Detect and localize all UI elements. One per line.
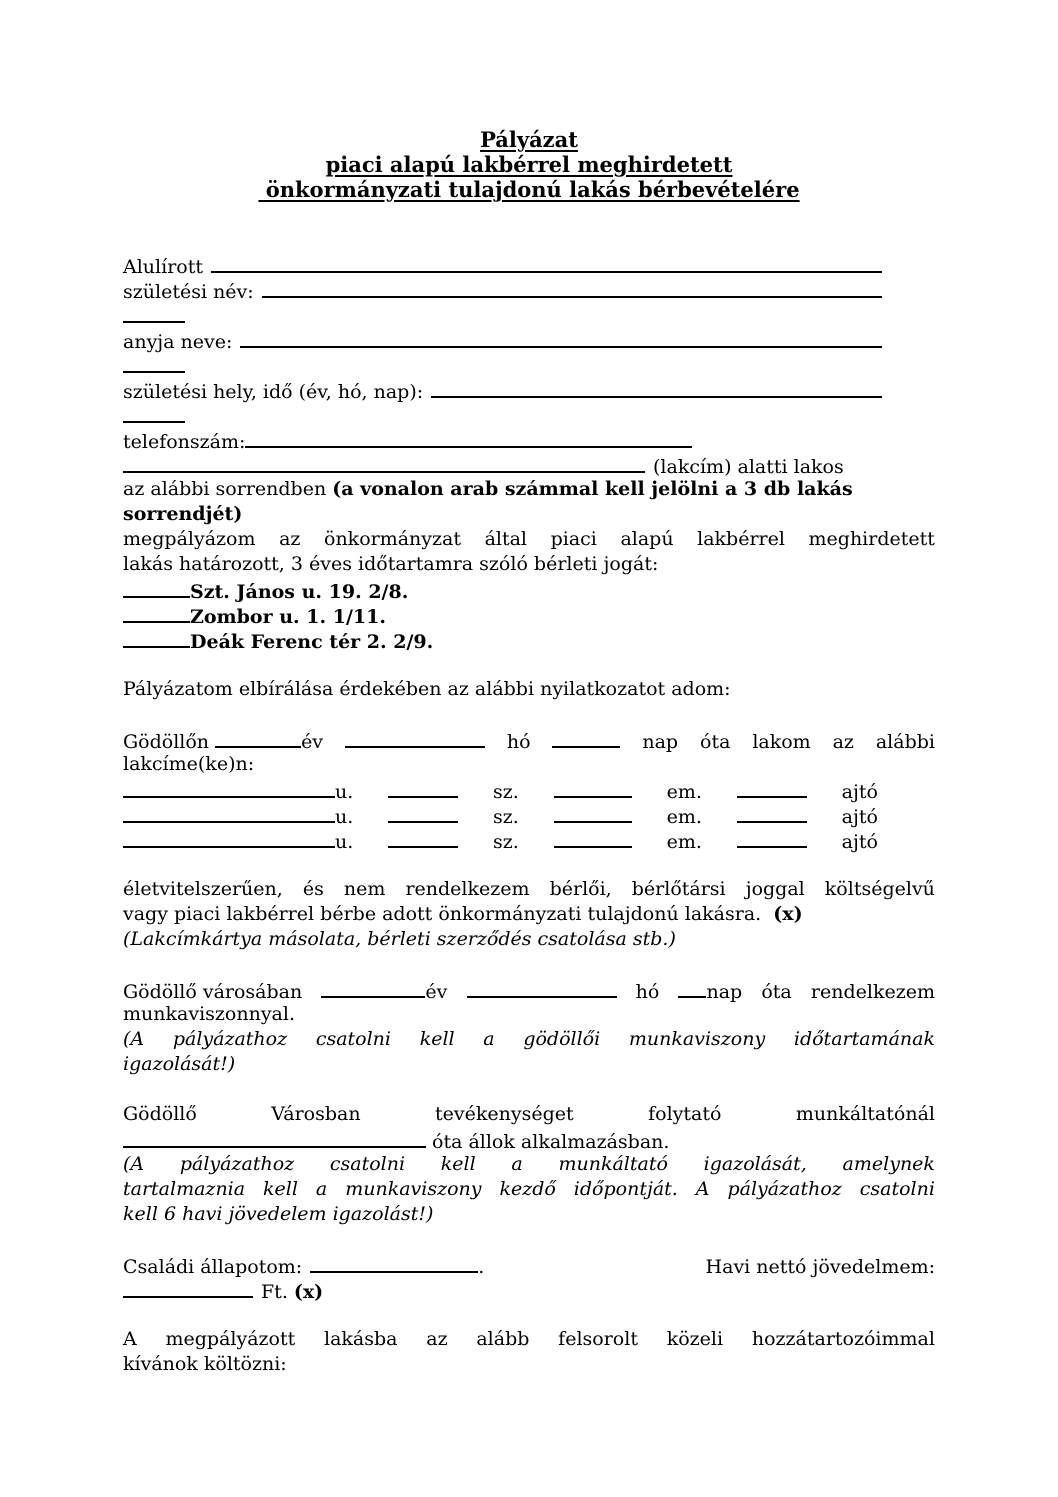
- work-day-segment: [678, 977, 742, 1005]
- floor-blank: [554, 802, 632, 823]
- work-note-line-2: igazolását!): [123, 1053, 236, 1075]
- field-birth-place: [123, 377, 882, 402]
- apartment-1-label: Szt. János u. 19. 2/8.: [190, 581, 409, 603]
- work-year-label: év: [425, 981, 448, 1003]
- life-statement-text: vagy piaci lakbérrel bérbe adott önkormányzati tulajdonú lakásra.: [123, 903, 762, 925]
- family-status-line: [123, 1252, 935, 1277]
- employer-word-2: Városban: [271, 1103, 361, 1125]
- apply-statement-line-2: lakás határozott, 3 éves időtartamra szóló bérleti jogát:: [123, 553, 659, 575]
- income-amount-blank: [123, 1277, 253, 1298]
- spacer: [123, 202, 935, 252]
- work-day-label: nap: [706, 981, 743, 1003]
- apartment-3-label: Deák Ferenc tér 2. 2/9.: [190, 631, 434, 653]
- document-title-line-2: piaci alapú lakbérrel meghirdetett: [325, 152, 733, 177]
- street-blank: [123, 802, 335, 823]
- residence-year-blank: [215, 727, 301, 748]
- phone-blank-line: [245, 427, 692, 448]
- family-status-blank: [310, 1252, 478, 1273]
- birth-place-blank-line: [431, 377, 882, 398]
- employer-line-1: [123, 1102, 935, 1127]
- apartment-1-rank-blank: [123, 577, 190, 598]
- spacer: [123, 1227, 935, 1252]
- employer-note-line-3: kell 6 havi jövedelem igazolást!): [123, 1203, 434, 1225]
- life-statement-line-1: életvitelszerűen, és nem rendelkezem bérlői, bérlőtársi joggal költségelvű: [123, 878, 935, 900]
- address-street-segment: [123, 802, 353, 830]
- spacer: [123, 702, 935, 727]
- floor-blank: [554, 777, 632, 798]
- employer-word-1: Gödöllő: [123, 1103, 197, 1125]
- birth-name-label: születési név:: [123, 281, 254, 303]
- work-note-line-1: (A pályázathoz csatolni kell a gödöllői munkaviszony időtartamának: [123, 1028, 935, 1050]
- document-content: [123, 0, 935, 1377]
- closing-statement-line-2: kívánok költözni:: [123, 1353, 287, 1375]
- residence-duration-line: [123, 727, 935, 752]
- address-street-segment: [123, 827, 353, 855]
- order-instruction-line-1: [123, 477, 935, 502]
- residence-word-az: az: [832, 731, 854, 753]
- house-number-blank: [388, 802, 458, 823]
- address-blank-line: [123, 452, 645, 473]
- floor-blank: [554, 827, 632, 848]
- family-status-segment: [123, 1252, 484, 1280]
- floor-label: em.: [666, 806, 702, 828]
- spacer: [123, 1077, 935, 1102]
- residence-day-blank: [552, 727, 620, 748]
- family-status-label: Családi állapotom:: [123, 1256, 303, 1278]
- phone-label: telefonszám:: [123, 431, 246, 453]
- employer-word-3: tevékenységet: [435, 1103, 574, 1125]
- address-row-2: [123, 802, 878, 827]
- life-x-mark: (x): [773, 903, 803, 925]
- residence-word-lakom: lakom: [752, 731, 811, 753]
- life-statement-line-2: [123, 902, 935, 927]
- spacer: [123, 1302, 935, 1327]
- door-blank: [737, 777, 807, 798]
- field-mother-name: [123, 327, 882, 352]
- spacer: [123, 652, 935, 677]
- street-blank: [123, 777, 335, 798]
- work-month-blank: [467, 977, 617, 998]
- blank-line-short: [123, 352, 185, 373]
- house-number-blank: [388, 827, 458, 848]
- employer-since-label: óta állok alkalmazásban.: [432, 1131, 670, 1153]
- mother-name-overflow-line: [123, 352, 935, 377]
- blank-line-short: [123, 302, 185, 323]
- order-instruction-bold: (a vonalon arab számmal kell jelölni a 3 db lakás: [332, 478, 853, 500]
- street-label: u.: [335, 806, 354, 828]
- door-label: ajtó: [841, 806, 878, 828]
- document-title-line-1: Pályázat: [480, 127, 578, 152]
- address-street-segment: [123, 777, 353, 805]
- residence-city-label: Gödöllőn: [123, 731, 210, 753]
- work-city-label: Gödöllő városában: [123, 981, 303, 1003]
- field-address: [123, 452, 935, 477]
- floor-label: em.: [666, 781, 702, 803]
- work-duration-line-2: munkaviszonnyal.: [123, 1003, 295, 1025]
- door-blank: [737, 802, 807, 823]
- apartment-option-1: [123, 577, 935, 602]
- family-status-dot: .: [478, 1256, 485, 1278]
- work-word-ota: óta: [761, 981, 792, 1003]
- declaration-intro: Pályázatom elbírálása érdekében az alábbi nyilatkozatot adom:: [123, 678, 731, 700]
- mother-name-label: anyja neve:: [123, 331, 233, 353]
- street-label: u.: [335, 831, 354, 853]
- house-number-blank: [388, 777, 458, 798]
- apply-statement-line-1: megpályázom az önkormányzat által piaci alapú lakbérrel meghirdetett: [123, 528, 935, 550]
- birth-place-label: születési hely, idő (év, hó, nap):: [123, 381, 424, 403]
- residence-word-nap: nap: [642, 731, 679, 753]
- mother-name-blank-line: [240, 327, 882, 348]
- employer-note-line-2: tartalmaznia kell a munkaviszony kezdő időpontját. A pályázathoz csatolni: [123, 1178, 935, 1200]
- apartment-option-2: [123, 602, 935, 627]
- employer-word-4: folytató: [648, 1103, 722, 1125]
- work-day-blank: [678, 977, 706, 998]
- order-instruction-normal: az alábbi sorrendben: [123, 478, 333, 500]
- work-word-rendelkezem: rendelkezem: [810, 981, 935, 1003]
- floor-label: em.: [666, 831, 702, 853]
- house-number-label: sz.: [493, 806, 519, 828]
- order-instruction-line-2: sorrendjét): [123, 503, 243, 525]
- applicant-name-blank-line: [211, 252, 882, 273]
- residence-city-segment: [123, 727, 323, 755]
- residence-month-label: hó: [506, 731, 531, 753]
- employer-word-5: munkáltatónál: [795, 1103, 935, 1125]
- work-month-label: hó: [635, 981, 660, 1003]
- street-blank: [123, 827, 335, 848]
- residence-word-ota: óta: [700, 731, 731, 753]
- apartment-3-rank-blank: [123, 627, 190, 648]
- address-row-1: [123, 777, 878, 802]
- employer-line-2: [123, 1127, 935, 1152]
- income-label: Havi nettó jövedelmem:: [705, 1256, 935, 1278]
- street-label: u.: [335, 781, 354, 803]
- spacer: [123, 852, 935, 877]
- apartment-2-rank-blank: [123, 602, 190, 623]
- birth-place-overflow-line: [123, 402, 935, 427]
- applicant-name-label: Alulírott: [123, 256, 203, 278]
- field-birth-name: [123, 277, 882, 302]
- address-suffix-label: (lakcím) alatti lakos: [653, 456, 844, 478]
- spacer: [123, 952, 935, 977]
- apartment-option-3: [123, 627, 935, 652]
- field-phone: [123, 427, 935, 452]
- residence-duration-line-2: lakcíme(ke)n:: [123, 753, 255, 775]
- work-year-blank: [321, 977, 425, 998]
- address-row-3: [123, 827, 878, 852]
- residence-year-label: év: [301, 731, 324, 753]
- apartment-2-label: Zombor u. 1. 1/11.: [190, 606, 386, 628]
- work-year-segment: [321, 977, 447, 1005]
- house-number-label: sz.: [493, 781, 519, 803]
- document-title-line-3: önkormányzati tulajdonú lakás bérbevételére: [258, 177, 800, 202]
- door-blank: [737, 827, 807, 848]
- house-number-label: sz.: [493, 831, 519, 853]
- birth-name-blank-line: [262, 277, 882, 298]
- birth-name-overflow-line: [123, 302, 935, 327]
- employer-note-line-1: (A pályázathoz csatolni kell a munkáltató igazolását, amelynek: [123, 1153, 935, 1175]
- income-currency-label: Ft.: [261, 1281, 288, 1303]
- work-duration-line: [123, 977, 935, 1002]
- blank-line-short: [123, 402, 185, 423]
- income-amount-line: [123, 1277, 935, 1302]
- door-label: ajtó: [841, 831, 878, 853]
- life-attachment-note: (Lakcímkártya másolata, bérleti szerződés csatolása stb.): [123, 928, 676, 950]
- field-applicant-name: [123, 252, 882, 277]
- employer-since-blank: [123, 1127, 426, 1148]
- residence-word-alabbi: alábbi: [875, 731, 935, 753]
- closing-statement-line-1: A megpályázott lakásba az alább felsorolt közeli hozzátartozóimmal: [123, 1328, 935, 1350]
- income-x-mark: (x): [293, 1281, 324, 1303]
- residence-month-blank: [345, 727, 485, 748]
- door-label: ajtó: [841, 781, 878, 803]
